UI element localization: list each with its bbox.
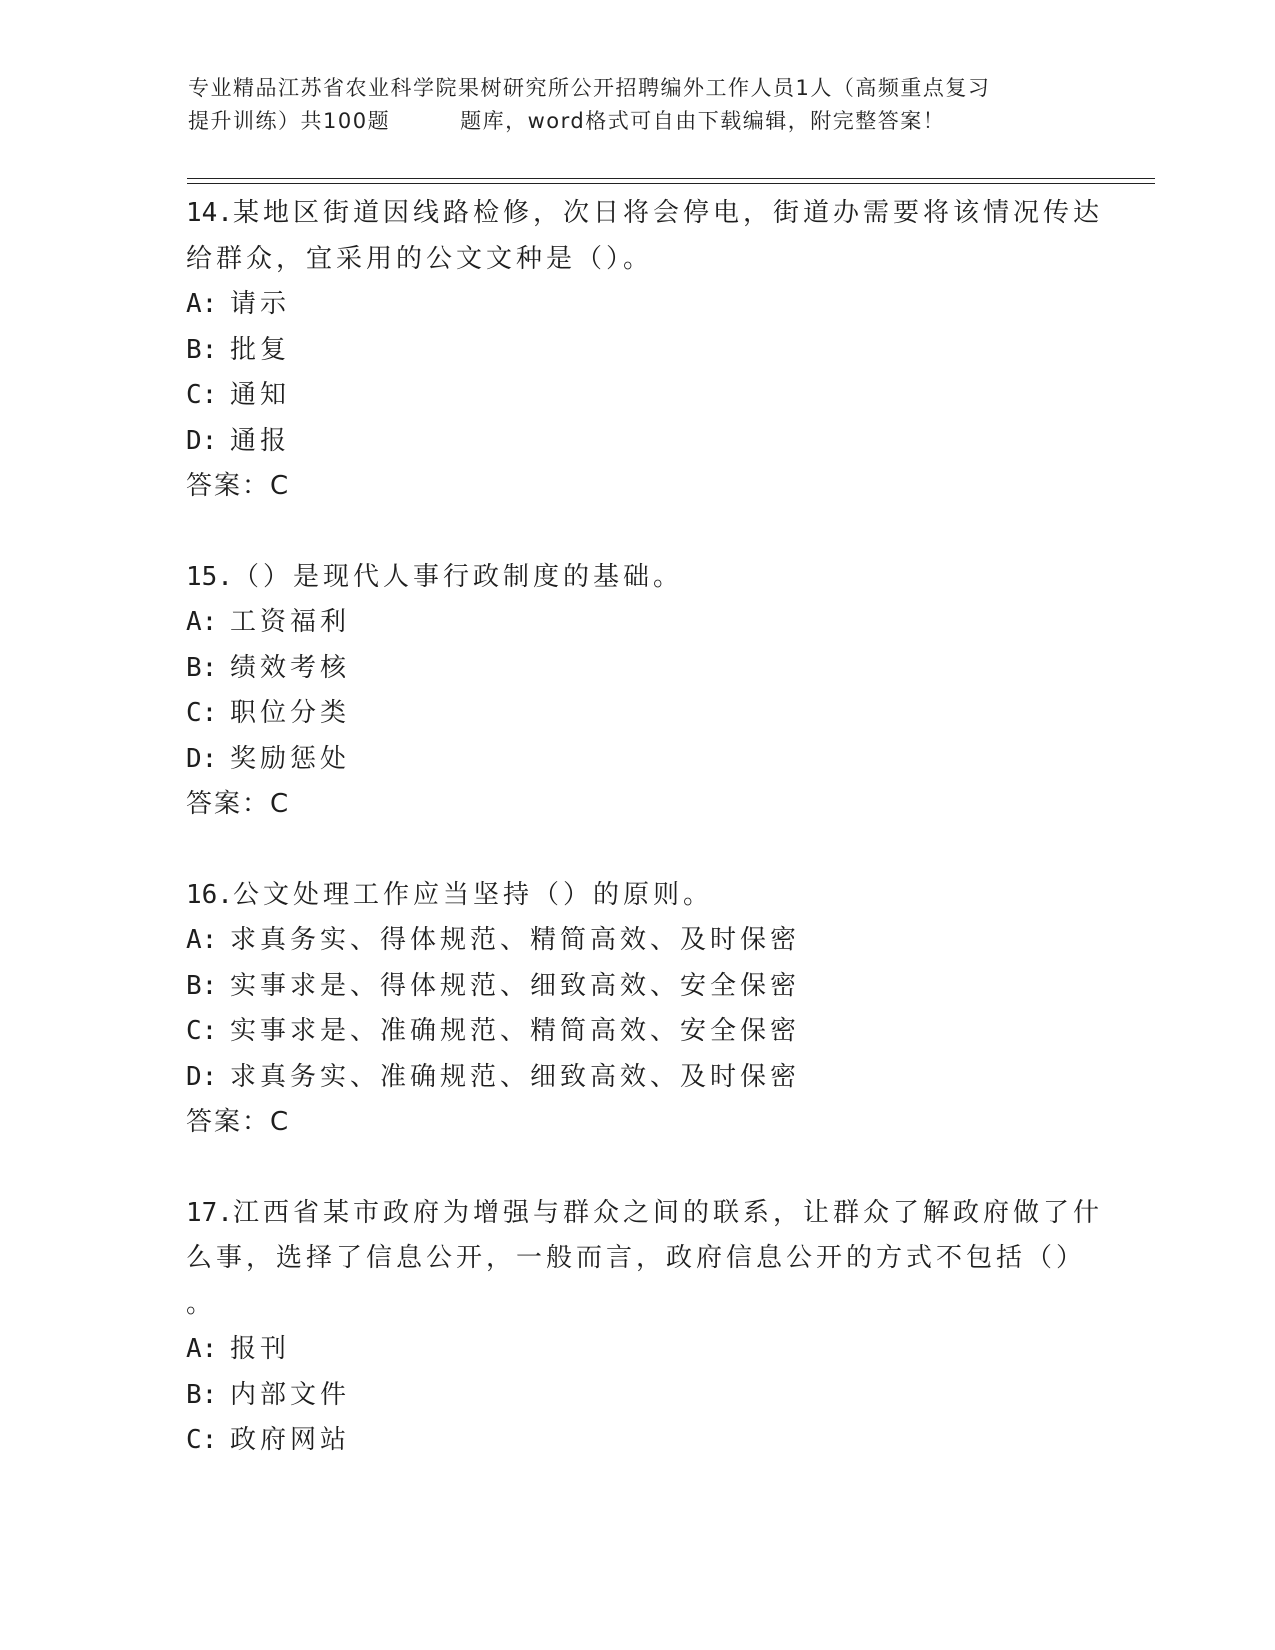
option-a <box>186 600 1086 646</box>
header-line-2-part-a: 提升训练）共100题 <box>188 109 391 133</box>
answer-value: C <box>270 789 289 819</box>
question-list <box>186 191 1103 1509</box>
question-number: 14. <box>186 198 233 228</box>
option-key: B: <box>186 970 218 1001</box>
option-key: D: <box>186 743 218 774</box>
option-text: 绩效考核 <box>230 652 351 683</box>
question-number: 15. <box>186 561 233 592</box>
option-text: 奖励惩处 <box>230 743 351 774</box>
answer-label: 答案： <box>186 471 271 501</box>
option-text: 求真务实、准确规范、细致高效、及时保密 <box>230 1061 801 1092</box>
option-text: 批复 <box>230 334 291 365</box>
option-text: 通知 <box>230 380 291 410</box>
question-text-line: 。 <box>186 1288 217 1319</box>
header-line-2 <box>188 105 1088 138</box>
question-text: 公文处理工作应当坚持（）的原则。 <box>232 879 713 910</box>
option-key: A: <box>186 289 218 319</box>
option-text: 政府网站 <box>230 1425 351 1455</box>
option-key: C: <box>186 1016 218 1046</box>
header-line-1: 专业精品江苏省农业科学院果树研究所公开招聘编外工作人员1人（高频重点复习 <box>188 76 991 100</box>
option-text: 内部文件 <box>230 1379 351 1410</box>
answer-line <box>186 782 1086 828</box>
header-divider-top <box>187 178 1155 179</box>
option-key: C: <box>186 380 218 410</box>
header-divider-bottom <box>187 183 1155 184</box>
document-header <box>188 72 1088 138</box>
option-text: 求真务实、得体规范、精简高效、及时保密 <box>230 925 801 955</box>
option-b <box>186 1373 1086 1419</box>
option-d <box>186 737 1086 783</box>
question-text-line <box>186 873 1086 919</box>
question-text-line: 给群众，宜采用的公文文种是（）。 <box>186 243 654 274</box>
option-text: 职位分类 <box>230 698 351 728</box>
option-c <box>186 1418 1086 1464</box>
option-text: 工资福利 <box>230 607 351 637</box>
option-d <box>186 1055 1086 1101</box>
option-d <box>186 419 1086 465</box>
option-b <box>186 328 1086 374</box>
question-text-line <box>186 191 1103 237</box>
option-text: 实事求是、准确规范、精简高效、安全保密 <box>230 1016 801 1046</box>
question-text-line <box>186 1191 1103 1237</box>
option-key: C: <box>186 698 218 728</box>
question-14 <box>186 191 1103 510</box>
option-key: C: <box>186 1425 218 1455</box>
answer-label: 答案： <box>186 1107 271 1137</box>
question-text: 江西省某市政府为增强与群众之间的联系，让群众了解政府做了什 <box>232 1197 1103 1228</box>
question-text: （）是现代人事行政制度的基础。 <box>232 561 683 592</box>
option-c <box>186 691 1086 737</box>
question-16 <box>186 873 1086 1146</box>
answer-label: 答案： <box>186 789 271 819</box>
option-text: 实事求是、得体规范、细致高效、安全保密 <box>230 970 801 1001</box>
option-text: 请示 <box>230 289 291 319</box>
option-key: A: <box>186 607 218 637</box>
option-b <box>186 646 1086 692</box>
option-b <box>186 964 1086 1010</box>
question-15 <box>186 555 1086 828</box>
question-number: 17. <box>186 1197 233 1228</box>
option-c <box>186 373 1086 419</box>
option-a <box>186 918 1086 964</box>
option-key: B: <box>186 652 218 683</box>
option-a <box>186 1327 1086 1373</box>
option-key: D: <box>186 425 218 456</box>
question-17 <box>186 1191 1103 1464</box>
answer-value: C <box>270 471 289 501</box>
option-key: D: <box>186 1061 218 1092</box>
option-key: B: <box>186 334 218 365</box>
option-text: 通报 <box>230 425 291 456</box>
option-a <box>186 282 1086 328</box>
option-key: B: <box>186 1379 218 1410</box>
question-number: 16. <box>186 879 233 910</box>
option-key: A: <box>186 1334 218 1364</box>
option-text: 报刊 <box>230 1334 291 1364</box>
answer-value: C <box>270 1107 289 1137</box>
header-line-2-part-b: 题库，word格式可自由下载编辑，附完整答案！ <box>460 109 946 133</box>
question-text-line: 么事，选择了信息公开，一般而言，政府信息公开的方式不包括（） <box>186 1243 1087 1273</box>
option-key: A: <box>186 925 218 955</box>
answer-line <box>186 1100 1086 1146</box>
question-text: 某地区街道因线路检修，次日将会停电，街道办需要将该情况传达 <box>232 198 1103 228</box>
answer-line <box>186 464 1086 510</box>
option-c <box>186 1009 1086 1055</box>
question-text-line <box>186 555 1086 601</box>
